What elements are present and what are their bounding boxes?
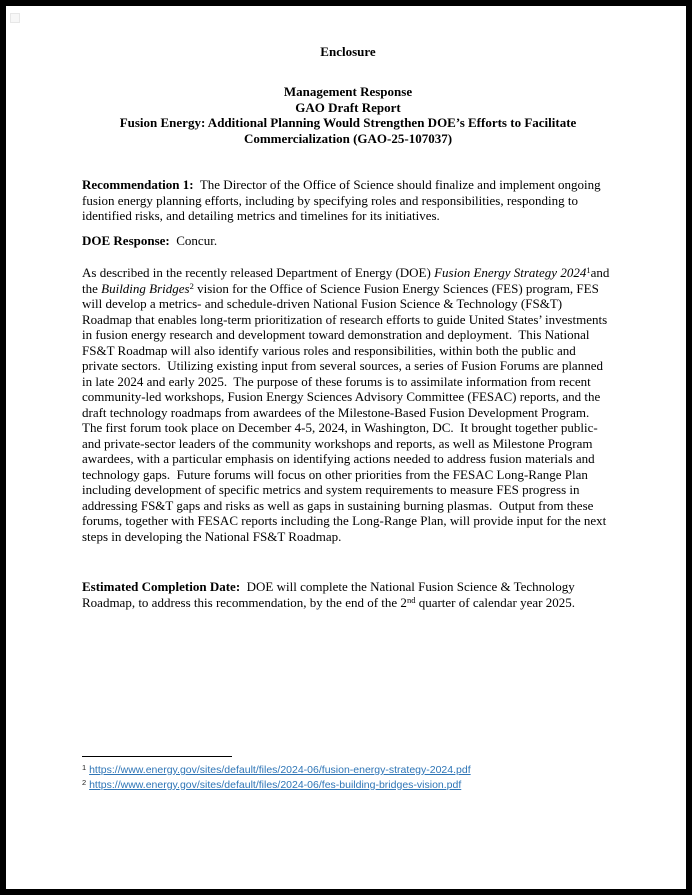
footnote-item-1 (82, 763, 614, 778)
recommendation-label: Recommendation 1: (82, 177, 194, 192)
footnote-marker-1: 1 (82, 763, 87, 772)
title-line-gao-draft-report: GAO Draft Report (295, 99, 401, 115)
completion-date-paragraph (82, 579, 614, 610)
footnote-area (82, 756, 614, 792)
ordinal-suffix: nd (406, 594, 416, 605)
footnote-separator-rule (82, 756, 232, 757)
completion-text-segment-2: quarter of calendar year 2025. (415, 594, 575, 610)
main-text-segment-3: vision for the Office of Science Fusion Energy Sciences (FES) program, FES will develop a metrics- and schedule-driven National Fusion Science & Technology (FS&T) Roadmap that enables long-term prioritization of research efforts to guide United States’ investments in fusion energy research and development toward demonstration and deployment. This National FS&T Roadmap will also identify various roles and responsibilities, within both the public and private sectors. Utilizing existing input from several sources, a series of Fusion Forums are planned in late 2024 and early 2025. The purpose of these forums is to assimilate information from recent community-led workshops, Fusion Energy Sciences Advisory Committee (FESAC) reports, and the draft technology roadmaps from awardees of the Milestone-Based Fusion Development Program. The first forum took place on December 4-5, 2024, in Washington, DC. It brought together public- and private-sector leaders of the community workshops and reports, as well as Milestone Program awardees, with a particular emphasis on identifying actions needed to address fusion materials and technology gaps. Future forums will focus on other priorities from the FESAC Long-Range Plan including development of specific metrics and system requirements to measure FES progress in addressing FS&T gaps and risks as well as gaps in sustaining burning plasmas. Output from these forums, together with FESAC reports including the Long-Range Plan, will provide input for the next steps in developing the National FS&T Roadmap. (82, 280, 611, 544)
footnote-link-building-bridges[interactable]: https://www.energy.gov/sites/default/files/2024-06/fes-building-bridges-vision.pdf (89, 778, 462, 791)
document-title (82, 84, 614, 146)
title-line-report-number: Commercialization (GAO-25-107037) (243, 130, 453, 146)
document-page (6, 6, 686, 889)
completion-date-label: Estimated Completion Date: (82, 579, 241, 594)
footnote-link-fusion-energy-strategy[interactable]: https://www.energy.gov/sites/default/files/2024-06/fusion-energy-strategy-2024.pdf (89, 764, 471, 776)
citation-fusion-energy-strategy: Fusion Energy Strategy 2024 (434, 265, 587, 280)
recommendation-paragraph (82, 177, 614, 224)
title-line-report-name: Fusion Energy: Additional Planning Would Strengthen DOE’s Efforts to Facilitate (119, 115, 577, 130)
footnote-item-2 (82, 778, 614, 793)
citation-building-bridges: Building Bridges (101, 280, 190, 296)
main-body-paragraph (82, 265, 614, 544)
doe-response-text: Concur. (169, 233, 218, 248)
recommendation-text: The Director of the Office of Science should finalize and implement ongoing fusion energy planning efforts, including by specifying roles and responsibilities, responding to identified risks, and detailing metrics and timelines for its initiatives. (82, 177, 604, 223)
completion-text-segment-1: DOE will complete the National Fusion Science & Technology Roadmap, to address this recommendation, by the end of the 2 (82, 579, 579, 610)
main-text-segment-2: and the (82, 265, 613, 296)
footnote-reference-1: 1 (586, 265, 591, 275)
main-text-segment-1: As described in the recently released Department of Energy (DOE) (82, 265, 435, 280)
footnote-reference-2: 2 (189, 280, 194, 291)
doe-response-label: DOE Response: (82, 233, 170, 248)
doe-response-paragraph (82, 233, 614, 249)
enclosure-label: Enclosure (320, 44, 376, 59)
title-line-management-response: Management Response (283, 84, 413, 99)
scan-corner-artifact (10, 13, 20, 23)
footnote-marker-2: 2 (82, 777, 87, 787)
